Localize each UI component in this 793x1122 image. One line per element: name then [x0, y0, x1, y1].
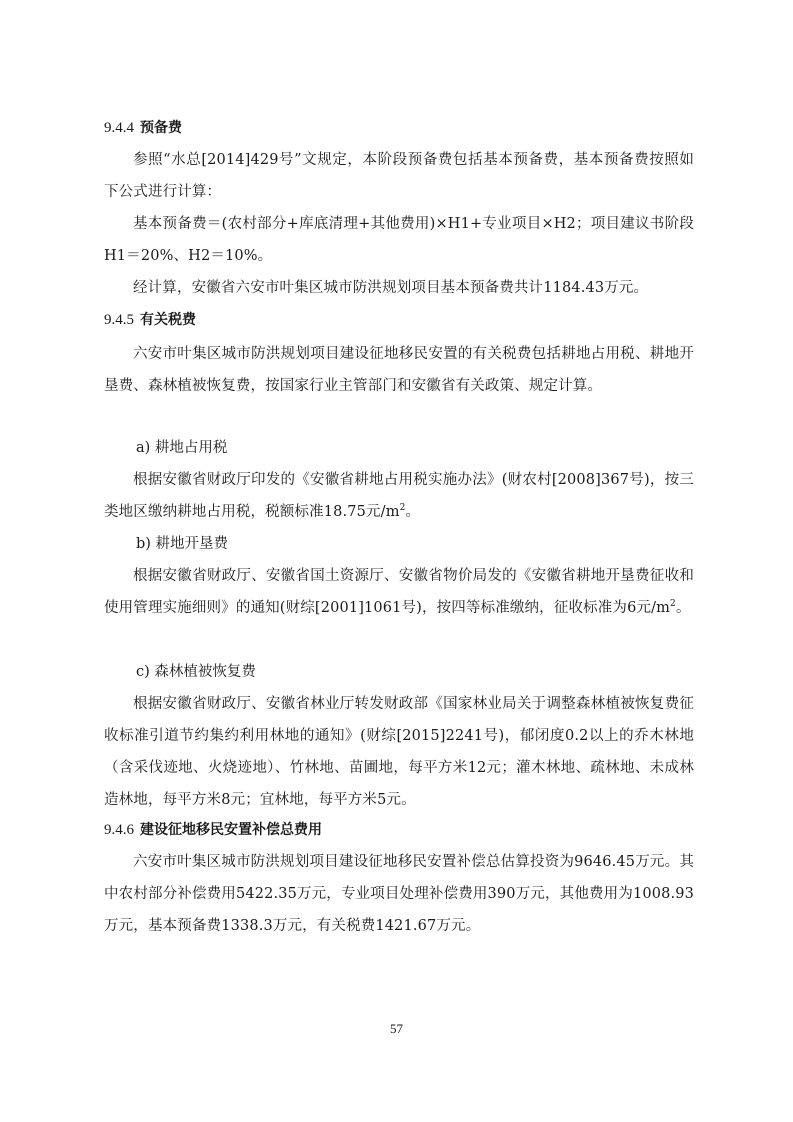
reclamation-fee-text: 根据安徽省财政厅、安徽省国土资源厅、安徽省物价局发的《安徽省耕地开垦费征收和使用管理实施细则》的通知(财综[2001]1061号)，按四等标准缴纳，征收标准为6元/m: [104, 568, 694, 616]
paragraph-forest-fee: 根据安徽省财政厅、安徽省林业厅转发财政部《国家林业局关于调整森林植被恢复费征收标准引道节约集约利用林地的通知》(财综[2015]2241号)，郁闭度0.2以上的乔木林地（含采伐迹地、火烧迹地）、竹林地、苗圃地，每平方米12元；灌木林地、疏林地、未成林造林地，每平方米8元；宜林地，每平方米5元。: [104, 696, 694, 808]
section-number: 9.4.5: [104, 312, 134, 328]
section-title: 有关税费: [140, 312, 196, 328]
paragraph-total-compensation: 六安市叶集区城市防洪规划项目建设征地移民安置补偿总估算投资为9646.45万元。其中农村部分补偿费用5422.35万元，专业项目处理补偿费用390万元，其他费用为1008.93万元，基本预备费1338.3万元，有关税费1421.67万元。: [104, 854, 694, 934]
item-label-reclamation-fee: b) 耕地开垦费: [136, 536, 229, 552]
item-label-farmland-tax: a) 耕地占用税: [136, 440, 228, 456]
punctuation: 。: [405, 504, 421, 520]
section-title: 建设征地移民安置补偿总费用: [140, 822, 322, 838]
paragraph-taxes-intro: 六安市叶集区城市防洪规划项目建设征地移民安置的有关税费包括耕地占用税、耕地开垦费、森林植被恢复费，按国家行业主管部门和安徽省有关政策、规定计算。: [104, 346, 694, 394]
section-title: 预备费: [140, 120, 182, 136]
paragraph-reserve-result: 经计算，安徽省六安市叶集区城市防洪规划项目基本预备费共计1184.43万元。: [133, 280, 649, 296]
section-number: 9.4.6: [104, 822, 134, 838]
paragraph-reclamation-fee: [104, 560, 694, 624]
section-heading-9-4-5: [104, 310, 196, 330]
section-heading-9-4-6: [104, 820, 322, 840]
item-label-forest-fee: c) 森林植被恢复费: [136, 664, 256, 680]
page-number: 57: [390, 1021, 403, 1036]
section-heading-9-4-4: [104, 118, 182, 138]
paragraph-reserve-reference: 参照“水总[2014]429号”文规定，本阶段预备费包括基本预备费，基本预备费按照如下公式进行计算：: [104, 152, 694, 200]
punctuation: 。: [675, 600, 691, 616]
superscript: 2: [670, 599, 676, 609]
paragraph-farmland-tax: [104, 464, 694, 528]
section-number: 9.4.4: [104, 120, 134, 136]
farmland-tax-text: 根据安徽省财政厅印发的《安徽省耕地占用税实施办法》(财农村[2008]367号)，按三类地区缴纳耕地占用税，税额标准18.75元/m: [104, 472, 694, 520]
paragraph-reserve-formula: 基本预备费＝(农村部分+库底清理+其他费用)×H1+专业项目×H2；项目建议书阶段H1＝20%、H2＝10%。: [104, 216, 694, 264]
superscript: 2: [399, 503, 406, 513]
